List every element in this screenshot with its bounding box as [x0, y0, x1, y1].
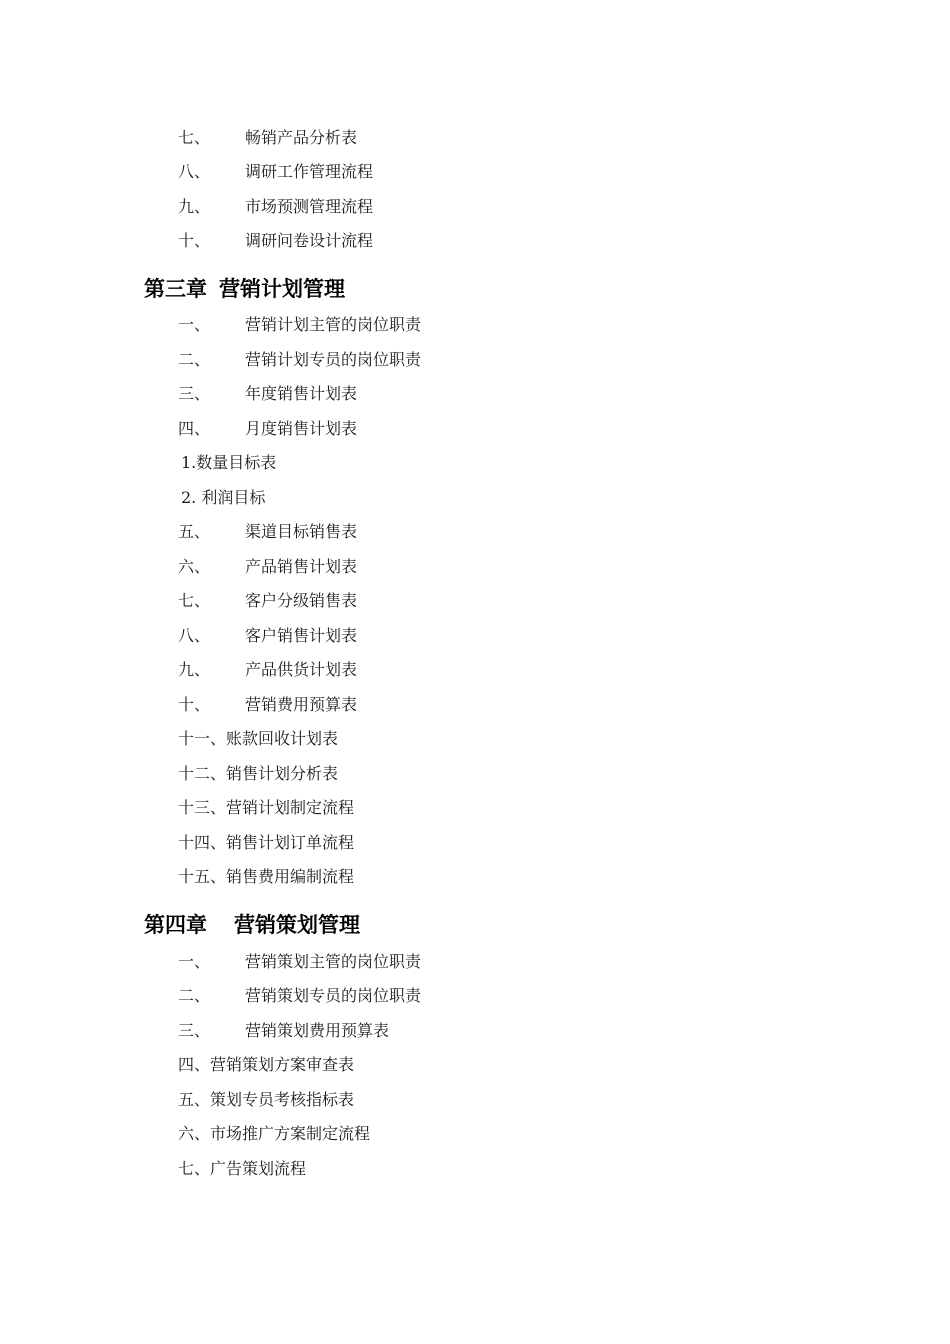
chapter-number: 第四章 [144, 913, 207, 937]
toc-item-text: 营销策划专员的岗位职责 [245, 986, 422, 1005]
toc-item-text: 年度销售计划表 [245, 384, 358, 403]
toc-item-number: 七、 [178, 591, 211, 610]
toc-item-text: 十四、销售计划订单流程 [178, 833, 355, 852]
toc-item-number: 九、 [178, 197, 211, 216]
toc-item-text: 产品供货计划表 [245, 660, 358, 679]
toc-item-number: 八、 [178, 626, 211, 645]
toc-item-number: 一、 [178, 315, 211, 334]
chapter-heading [144, 274, 345, 304]
toc-item-text: 七、广告策划流程 [178, 1159, 307, 1178]
toc-item-number: 三、 [178, 1021, 211, 1040]
toc-item-number: 四、 [178, 419, 211, 438]
toc-item-number: 二、 [178, 986, 211, 1005]
toc-item-text: 五、策划专员考核指标表 [178, 1090, 355, 1109]
toc-item-text: 调研问卷设计流程 [245, 231, 374, 250]
toc-item-text: 客户销售计划表 [245, 626, 358, 645]
toc-item-number: 三、 [178, 384, 211, 403]
toc-item-text: 十三、营销计划制定流程 [178, 798, 355, 817]
toc-item-text: 营销计划主管的岗位职责 [245, 315, 422, 334]
toc-item-number: 五、 [178, 522, 211, 541]
toc-item-text: 十二、销售计划分析表 [178, 764, 339, 783]
toc-item-text: 产品销售计划表 [245, 557, 358, 576]
toc-item-number: 九、 [178, 660, 211, 679]
toc-item-text: 月度销售计划表 [245, 419, 358, 438]
chapter-title: 营销计划管理 [219, 277, 345, 301]
toc-item-text: 渠道目标销售表 [245, 522, 358, 541]
toc-item-text: 客户分级销售表 [245, 591, 358, 610]
toc-item-text: 调研工作管理流程 [245, 162, 374, 181]
toc-item-text: 畅销产品分析表 [245, 128, 358, 147]
toc-item-number: 七、 [178, 128, 211, 147]
toc-subitem-text: 1.数量目标表 [181, 453, 277, 472]
toc-item-text: 营销计划专员的岗位职责 [245, 350, 422, 369]
chapter-title: 营销策划管理 [234, 913, 360, 937]
toc-item-text: 营销费用预算表 [245, 695, 358, 714]
toc-item-number: 十、 [178, 695, 211, 714]
toc-item-number: 六、 [178, 557, 211, 576]
toc-item-number: 八、 [178, 162, 211, 181]
toc-item-text: 十一、账款回收计划表 [178, 729, 339, 748]
toc-item-text: 市场预测管理流程 [245, 197, 374, 216]
toc-item-text: 营销策划主管的岗位职责 [245, 952, 422, 971]
toc-item-number: 一、 [178, 952, 211, 971]
toc-item-number: 二、 [178, 350, 211, 369]
toc-item-text: 营销策划费用预算表 [245, 1021, 390, 1040]
toc-item-number: 十、 [178, 231, 211, 250]
chapter-number: 第三章 [144, 277, 207, 301]
toc-item-text: 十五、销售费用编制流程 [178, 867, 355, 886]
toc-item-text: 四、营销策划方案审查表 [178, 1055, 355, 1074]
chapter-heading [144, 910, 360, 940]
toc-subitem-text: 2. 利润目标 [181, 488, 266, 507]
toc-item-text: 六、市场推广方案制定流程 [178, 1124, 371, 1143]
